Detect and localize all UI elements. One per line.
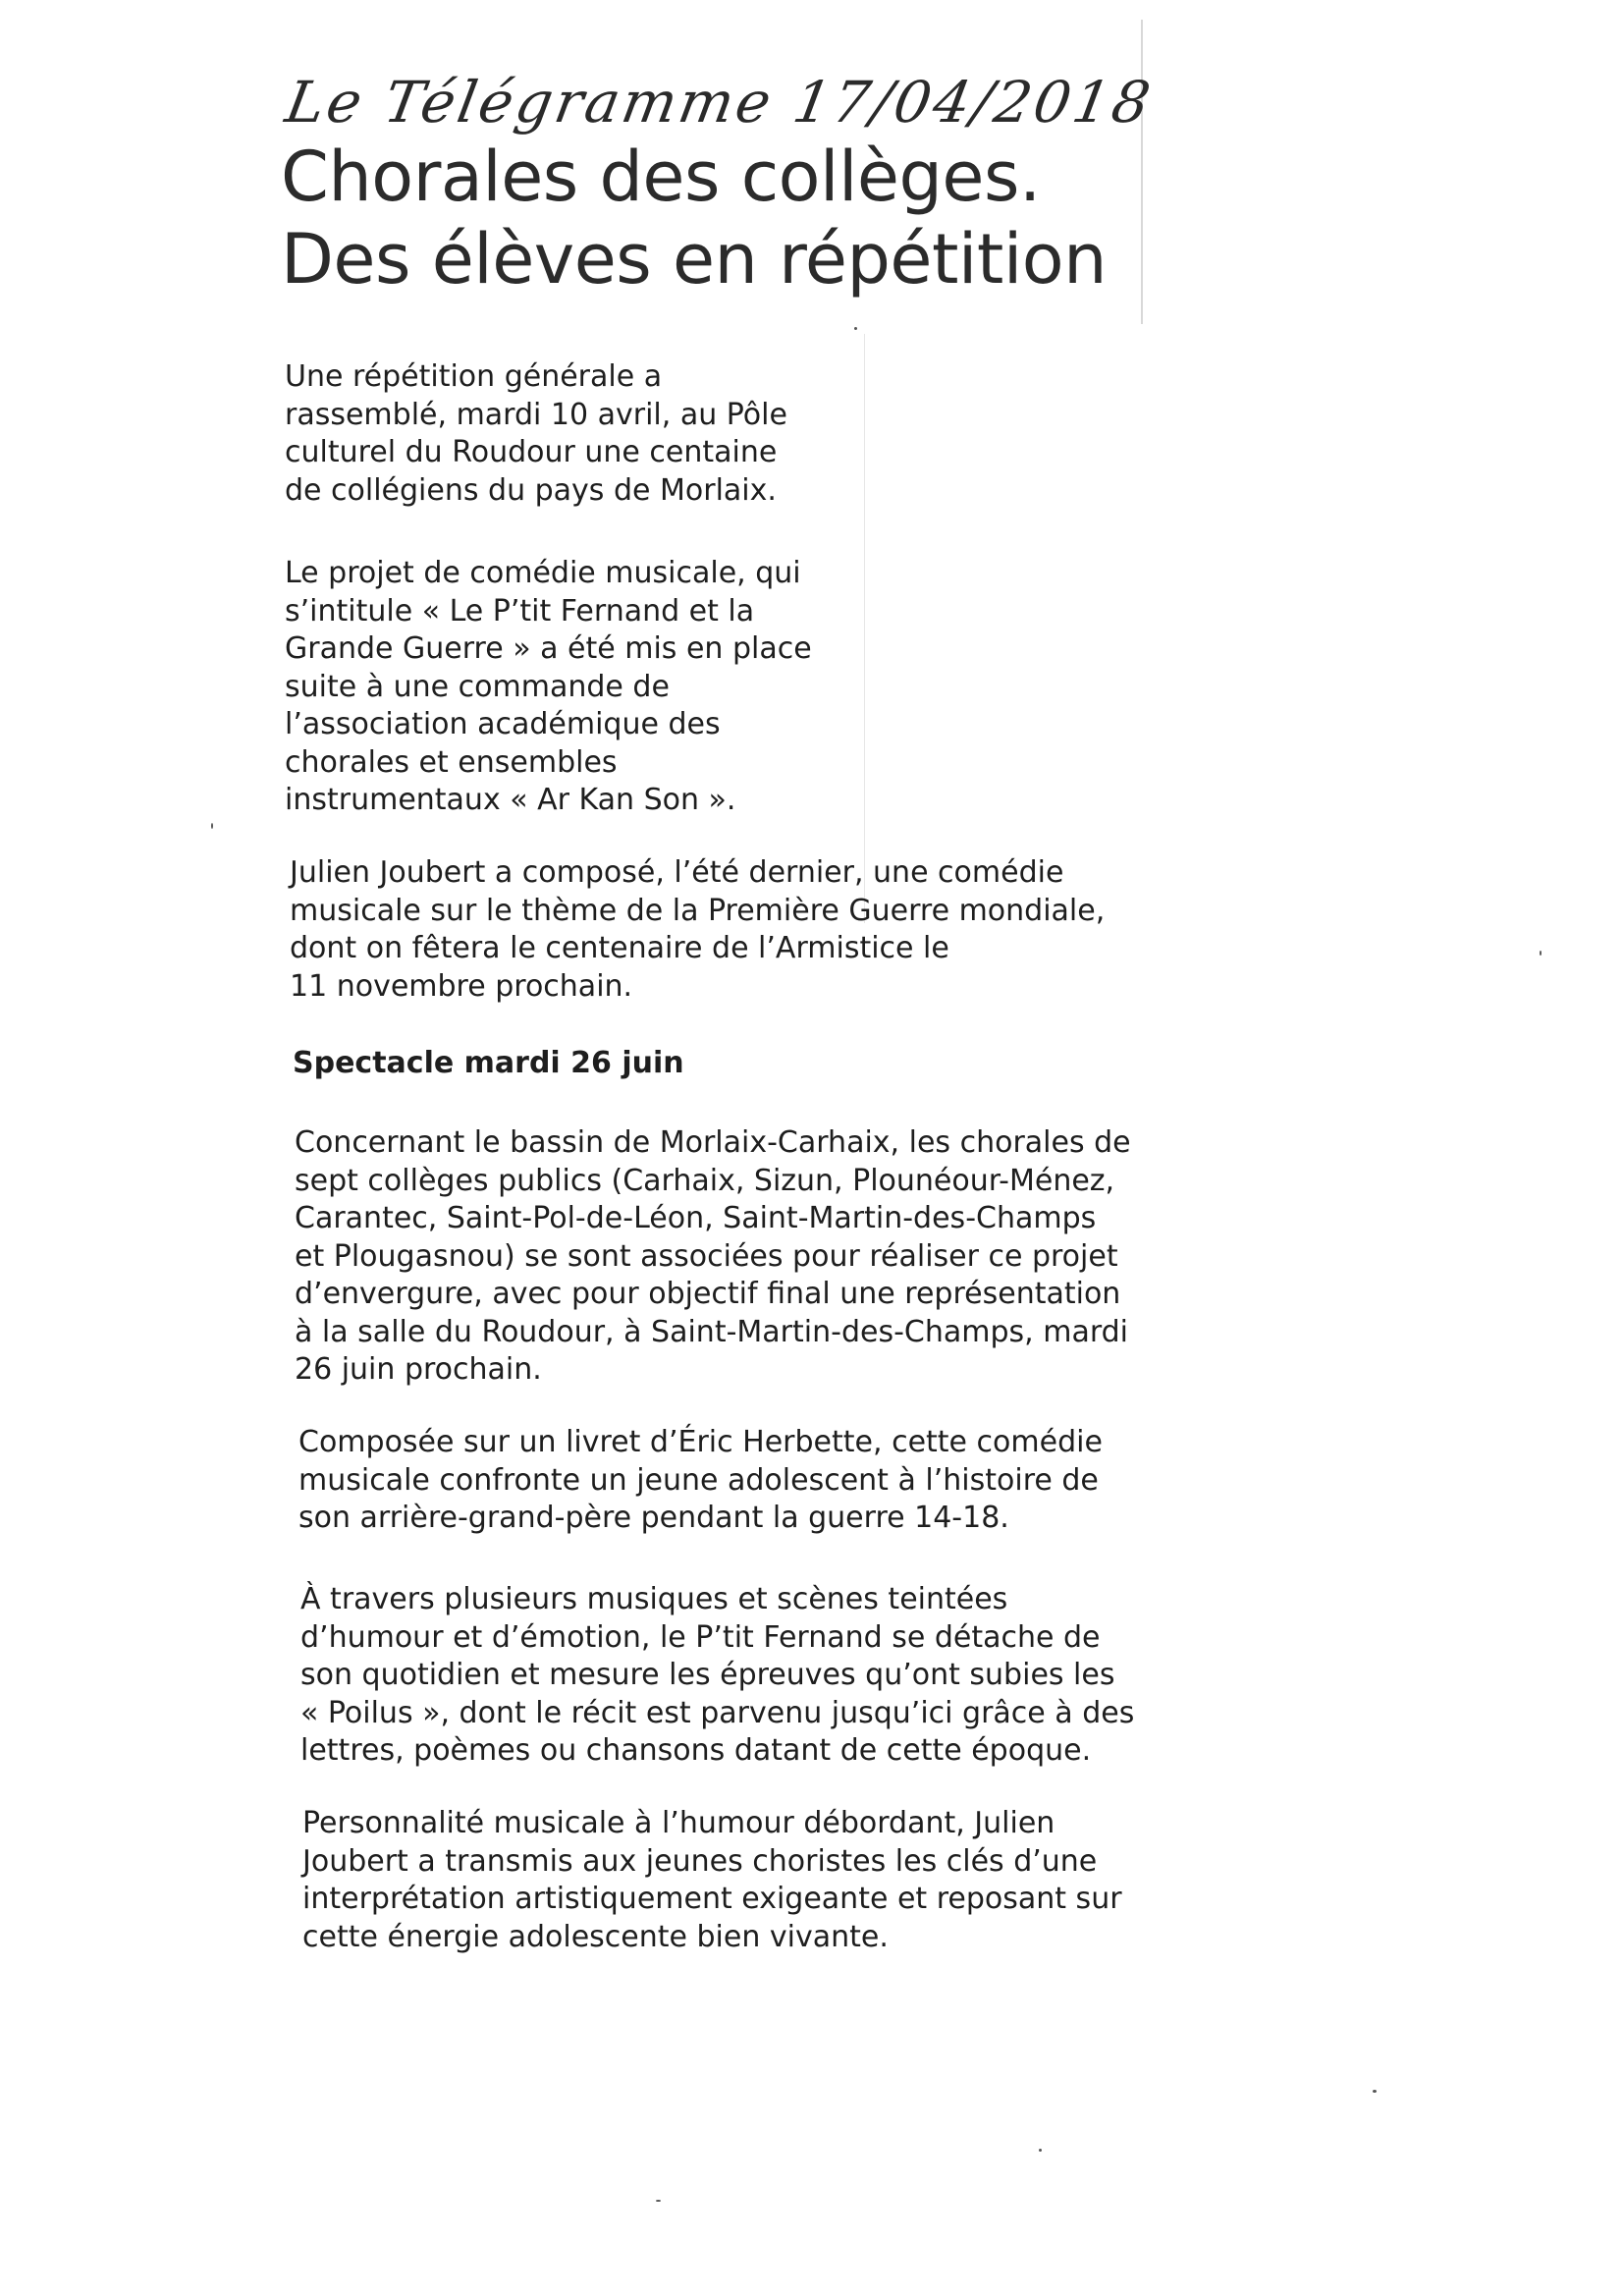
article-paragraph: [300, 1581, 1134, 1771]
text-line: « Poilus », dont le récit est parvenu jusqu’ici grâce à des: [300, 1695, 1135, 1730]
article-paragraph: [298, 1424, 1103, 1538]
article-paragraph: [285, 555, 812, 820]
text-line: sept collèges publics (Carhaix, Sizun, Plounéour-Ménez,: [295, 1163, 1115, 1198]
article-paragraph: [290, 854, 1105, 1006]
scan-speck: [656, 2200, 661, 2202]
scan-speck: [1540, 951, 1542, 956]
text-line: Carantec, Saint-Pol-de-Léon, Saint-Martin-des-Champs: [295, 1201, 1097, 1235]
text-line: l’association académique des: [285, 707, 721, 741]
text-line: interprétation artistiquement exigeante et reposant sur: [302, 1882, 1122, 1916]
headline-line: Des élèves en répétition: [281, 219, 1107, 300]
text-line: cette énergie adolescente bien vivante.: [302, 1919, 889, 1954]
text-line: suite à une commande de: [285, 669, 670, 704]
article-paragraph: [285, 358, 787, 510]
text-line: À travers plusieurs musiques et scènes teintées: [300, 1582, 1008, 1616]
headline-line: Chorales des collèges.: [281, 137, 1041, 217]
scan-edge-line: [864, 334, 865, 923]
text-line: de collégiens du pays de Morlaix.: [285, 472, 777, 508]
text-line: chorales et ensembles: [285, 744, 618, 780]
text-line: à la salle du Roudour, à Saint-Martin-des-Champs, mardi: [295, 1314, 1129, 1349]
text-line: musicale sur le thème de la Première Guerre mondiale,: [290, 893, 1106, 928]
text-line: Le projet de comédie musicale, qui: [285, 556, 801, 590]
text-line: musicale confronte un jeune adolescent à l’histoire de: [298, 1462, 1099, 1498]
text-line: Joubert a transmis aux jeunes choristes les clés d’une: [302, 1843, 1098, 1879]
text-line: Julien Joubert a composé, l’été dernier, une comédie: [290, 855, 1064, 890]
text-line: Composée sur un livret d’Éric Herbette, cette comédie: [298, 1425, 1103, 1459]
handwritten-source-note: Le Télégramme 17/04/2018: [281, 69, 1159, 136]
text-line: et Plougasnou) se sont associées pour réaliser ce projet: [295, 1238, 1118, 1274]
text-line: 11 novembre prochain.: [290, 968, 633, 1004]
text-line: Une répétition générale a: [285, 359, 663, 394]
text-line: d’envergure, avec pour objectif final une représentation: [295, 1277, 1121, 1311]
article-paragraph: [295, 1124, 1131, 1390]
text-line: instrumentaux « Ar Kan Son ».: [285, 783, 736, 817]
text-line: son quotidien et mesure les épreuves qu’ont subies les: [300, 1658, 1115, 1692]
scan-speck: [211, 823, 213, 829]
article-subheading: Spectacle mardi 26 juin: [293, 1046, 684, 1080]
scan-speck: [1373, 2090, 1377, 2093]
scan-speck: [1039, 2149, 1042, 2152]
text-line: 26 juin prochain.: [295, 1352, 542, 1387]
text-line: dont on fêtera le centenaire de l’Armistice le: [290, 931, 949, 965]
article-paragraph: [302, 1805, 1122, 1956]
text-line: Personnalité musicale à l’humour débordant, Julien: [302, 1806, 1055, 1840]
text-line: rassemblé, mardi 10 avril, au Pôle: [285, 397, 787, 432]
article-headline: [281, 136, 1164, 301]
text-line: son arrière-grand-père pendant la guerre 14-18.: [298, 1501, 1009, 1535]
text-line: Grande Guerre » a été mis en place: [285, 631, 812, 666]
text-line: d’humour et d’émotion, le P’tit Fernand se détache de: [300, 1619, 1101, 1655]
text-line: Concernant le bassin de Morlaix-Carhaix, les chorales de: [295, 1125, 1131, 1160]
text-line: culturel du Roudour une centaine: [285, 435, 778, 469]
text-line: lettres, poèmes ou chansons datant de cette époque.: [300, 1733, 1092, 1768]
scan-speck: [854, 327, 857, 330]
text-line: s’intitule « Le P’tit Fernand et la: [285, 593, 755, 629]
